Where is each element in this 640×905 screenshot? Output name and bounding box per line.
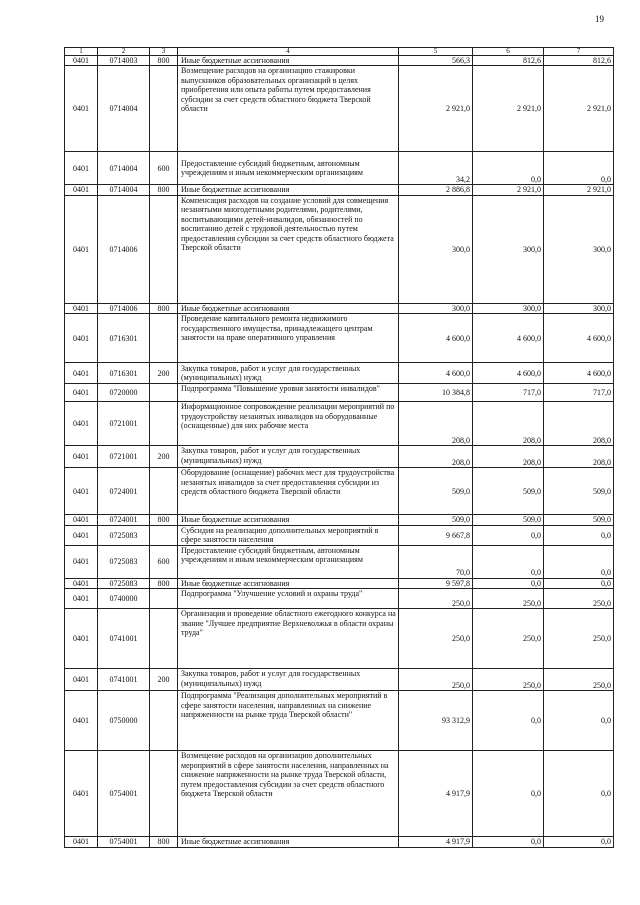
value-cell: 93 312,9	[399, 691, 473, 751]
expense-type-cell: 800	[150, 303, 178, 313]
expense-type-cell: 800	[150, 56, 178, 66]
value-cell: 4 600,0	[544, 314, 614, 363]
value-cell: 0,0	[544, 691, 614, 751]
value-cell: 250,0	[544, 589, 614, 609]
column-header: 1	[65, 48, 98, 56]
description-cell: Проведение капитального ремонта недвижимого государственного имущества, принадлежащего центрам занятости на праве оперативного управления	[178, 314, 399, 363]
value-cell: 717,0	[473, 384, 544, 402]
value-cell: 250,0	[473, 589, 544, 609]
table-row	[65, 363, 614, 384]
target-code-cell: 0714004	[98, 185, 150, 195]
description-cell: Оборудование (оснащение) рабочих мест для трудоустройства незанятых инвалидов за счет предоставления субсидии из средств областного бюджета Тверской области	[178, 468, 399, 515]
column-header: 3	[150, 48, 178, 56]
table-row	[65, 152, 614, 185]
table-row	[65, 66, 614, 152]
section-code-cell: 0401	[65, 303, 98, 313]
table-header-row	[65, 48, 614, 56]
value-cell: 0,0	[544, 545, 614, 578]
target-code-cell: 0714006	[98, 303, 150, 313]
target-code-cell: 0725083	[98, 578, 150, 588]
section-code-cell: 0401	[65, 589, 98, 609]
section-code-cell: 0401	[65, 468, 98, 515]
value-cell: 208,0	[473, 446, 544, 468]
section-code-cell: 0401	[65, 525, 98, 545]
value-cell: 812,6	[544, 56, 614, 66]
value-cell: 509,0	[544, 515, 614, 525]
target-code-cell: 0721001	[98, 402, 150, 446]
value-cell: 4 600,0	[544, 363, 614, 384]
expense-type-cell: 800	[150, 515, 178, 525]
expense-type-cell	[150, 609, 178, 669]
value-cell: 509,0	[544, 468, 614, 515]
expense-type-cell: 200	[150, 669, 178, 691]
target-code-cell: 0740000	[98, 589, 150, 609]
section-code-cell: 0401	[65, 152, 98, 185]
section-code-cell: 0401	[65, 402, 98, 446]
description-cell: Предоставление субсидий бюджетным, автономным учреждениям и иным некоммерческим организациям	[178, 152, 399, 185]
table-row	[65, 691, 614, 751]
value-cell: 2 921,0	[473, 185, 544, 195]
expense-type-cell: 800	[150, 837, 178, 847]
value-cell: 717,0	[544, 384, 614, 402]
section-code-cell: 0401	[65, 515, 98, 525]
target-code-cell: 0754001	[98, 751, 150, 837]
value-cell: 509,0	[473, 468, 544, 515]
value-cell: 509,0	[473, 515, 544, 525]
table-row	[65, 609, 614, 669]
value-cell: 2 921,0	[544, 185, 614, 195]
description-cell: Субсидия на реализацию дополнительных мероприятий в сфере занятости населения	[178, 525, 399, 545]
value-cell: 250,0	[544, 669, 614, 691]
value-cell: 300,0	[544, 195, 614, 303]
value-cell: 300,0	[473, 195, 544, 303]
expense-type-cell	[150, 384, 178, 402]
description-cell: Подпрограмма "Повышение уровня занятости инвалидов"	[178, 384, 399, 402]
value-cell: 2 921,0	[544, 66, 614, 152]
value-cell: 208,0	[399, 446, 473, 468]
description-cell: Иные бюджетные ассигнования	[178, 185, 399, 195]
section-code-cell: 0401	[65, 314, 98, 363]
value-cell: 0,0	[473, 545, 544, 578]
value-cell: 0,0	[544, 578, 614, 588]
expense-type-cell	[150, 468, 178, 515]
value-cell: 509,0	[399, 468, 473, 515]
value-cell: 34,2	[399, 152, 473, 185]
column-header: 7	[544, 48, 614, 56]
value-cell: 9 667,8	[399, 525, 473, 545]
section-code-cell: 0401	[65, 545, 98, 578]
expense-type-cell	[150, 525, 178, 545]
value-cell: 0,0	[473, 751, 544, 837]
target-code-cell: 0714003	[98, 56, 150, 66]
value-cell: 10 384,8	[399, 384, 473, 402]
value-cell: 300,0	[399, 195, 473, 303]
description-cell: Иные бюджетные ассигнования	[178, 578, 399, 588]
target-code-cell: 0725083	[98, 545, 150, 578]
table-row	[65, 303, 614, 313]
section-code-cell: 0401	[65, 669, 98, 691]
column-header: 2	[98, 48, 150, 56]
section-code-cell: 0401	[65, 384, 98, 402]
value-cell: 300,0	[544, 303, 614, 313]
value-cell: 4 917,9	[399, 837, 473, 847]
value-cell: 4 600,0	[399, 314, 473, 363]
expense-type-cell	[150, 589, 178, 609]
value-cell: 0,0	[473, 837, 544, 847]
table-row	[65, 384, 614, 402]
target-code-cell: 0714004	[98, 66, 150, 152]
column-header: 4	[178, 48, 399, 56]
value-cell: 509,0	[399, 515, 473, 525]
value-cell: 2 886,8	[399, 185, 473, 195]
description-cell: Иные бюджетные ассигнования	[178, 303, 399, 313]
value-cell: 208,0	[544, 402, 614, 446]
target-code-cell: 0725083	[98, 525, 150, 545]
description-cell: Возмещение расходов на организацию стажировки выпускников образовательных организаций в целях приобретения или опыта работы путем предоставления субсидии за счет средств областного бюджета Тверской области	[178, 66, 399, 152]
description-cell: Подпрограмма "Улучшение условий и охраны труда"	[178, 589, 399, 609]
table-row	[65, 525, 614, 545]
description-cell: Иные бюджетные ассигнования	[178, 837, 399, 847]
description-cell: Подпрограмма "Реализация дополнительных мероприятий в сфере занятости населения, направленных на снижение напряженности на рынке труда Тверской области"	[178, 691, 399, 751]
target-code-cell: 0721001	[98, 446, 150, 468]
value-cell: 566,3	[399, 56, 473, 66]
budget-table	[64, 47, 614, 848]
value-cell: 300,0	[399, 303, 473, 313]
target-code-cell: 0754001	[98, 837, 150, 847]
section-code-cell: 0401	[65, 56, 98, 66]
section-code-cell: 0401	[65, 363, 98, 384]
value-cell: 208,0	[473, 402, 544, 446]
expense-type-cell	[150, 314, 178, 363]
section-code-cell: 0401	[65, 195, 98, 303]
target-code-cell: 0741001	[98, 669, 150, 691]
expense-type-cell	[150, 195, 178, 303]
value-cell: 4 917,9	[399, 751, 473, 837]
expense-type-cell: 600	[150, 545, 178, 578]
table-row	[65, 751, 614, 837]
column-header: 5	[399, 48, 473, 56]
table-row	[65, 545, 614, 578]
section-code-cell: 0401	[65, 578, 98, 588]
table-row	[65, 669, 614, 691]
expense-type-cell: 200	[150, 363, 178, 384]
target-code-cell: 0716301	[98, 314, 150, 363]
target-code-cell: 0741001	[98, 609, 150, 669]
expense-type-cell	[150, 402, 178, 446]
description-cell: Возмещение расходов на организацию дополнительных мероприятий в сфере занятости населения, направленных на снижение напряженности на рынке труда Тверской области, путем предоставления субсидии за счет средств областного бюджета Тверской области	[178, 751, 399, 837]
description-cell: Информационное сопровождение реализации мероприятий по трудоустройству незанятых инвалидов на оборудованные (оснащенные) для них рабочие места	[178, 402, 399, 446]
column-header: 6	[473, 48, 544, 56]
value-cell: 208,0	[399, 402, 473, 446]
value-cell: 70,0	[399, 545, 473, 578]
table-row	[65, 185, 614, 195]
value-cell: 250,0	[473, 669, 544, 691]
expense-type-cell	[150, 751, 178, 837]
table-row	[65, 195, 614, 303]
section-code-cell: 0401	[65, 609, 98, 669]
description-cell: Компенсация расходов на создание условий для совмещения незанятыми многодетными родителями, родителями, воспитывающими детей-инвалидов, обязанностей по воспитанию детей с трудовой деятельностью путем предоставления субсидии за счет средств областного бюджета Тверской области	[178, 195, 399, 303]
value-cell: 4 600,0	[473, 314, 544, 363]
target-code-cell: 0724001	[98, 515, 150, 525]
value-cell: 0,0	[544, 525, 614, 545]
description-cell: Иные бюджетные ассигнования	[178, 515, 399, 525]
value-cell: 0,0	[473, 578, 544, 588]
description-cell: Закупка товаров, работ и услуг для государственных (муниципальных) нужд	[178, 446, 399, 468]
table-row	[65, 402, 614, 446]
section-code-cell: 0401	[65, 446, 98, 468]
expense-type-cell: 200	[150, 446, 178, 468]
description-cell: Организация и проведение областного ежегодного конкурса на звание "Лучшее предприятие Верхневолжья в области охраны труда"	[178, 609, 399, 669]
value-cell: 0,0	[473, 525, 544, 545]
table-row	[65, 56, 614, 66]
expense-type-cell	[150, 691, 178, 751]
table-row	[65, 468, 614, 515]
target-code-cell: 0714004	[98, 152, 150, 185]
expense-type-cell: 800	[150, 578, 178, 588]
value-cell: 0,0	[473, 691, 544, 751]
value-cell: 9 597,8	[399, 578, 473, 588]
value-cell: 250,0	[473, 609, 544, 669]
value-cell: 0,0	[544, 152, 614, 185]
target-code-cell: 0714006	[98, 195, 150, 303]
table-row	[65, 515, 614, 525]
target-code-cell: 0716301	[98, 363, 150, 384]
value-cell: 208,0	[544, 446, 614, 468]
description-cell: Предоставление субсидий бюджетным, автономным учреждениям и иным некоммерческим организациям	[178, 545, 399, 578]
value-cell: 250,0	[399, 589, 473, 609]
table-row	[65, 314, 614, 363]
value-cell: 2 921,0	[399, 66, 473, 152]
value-cell: 4 600,0	[399, 363, 473, 384]
target-code-cell: 0750000	[98, 691, 150, 751]
target-code-cell: 0724001	[98, 468, 150, 515]
table-row	[65, 446, 614, 468]
value-cell: 2 921,0	[473, 66, 544, 152]
value-cell: 0,0	[544, 751, 614, 837]
value-cell: 250,0	[399, 669, 473, 691]
description-cell: Закупка товаров, работ и услуг для государственных (муниципальных) нужд	[178, 669, 399, 691]
value-cell: 812,6	[473, 56, 544, 66]
section-code-cell: 0401	[65, 751, 98, 837]
value-cell: 4 600,0	[473, 363, 544, 384]
description-cell: Закупка товаров, работ и услуг для государственных (муниципальных) нужд	[178, 363, 399, 384]
value-cell: 0,0	[544, 837, 614, 847]
expense-type-cell: 800	[150, 185, 178, 195]
section-code-cell: 0401	[65, 185, 98, 195]
expense-type-cell: 600	[150, 152, 178, 185]
value-cell: 250,0	[544, 609, 614, 669]
value-cell: 250,0	[399, 609, 473, 669]
table-row	[65, 578, 614, 588]
section-code-cell: 0401	[65, 691, 98, 751]
value-cell: 0,0	[473, 152, 544, 185]
expense-type-cell	[150, 66, 178, 152]
section-code-cell: 0401	[65, 66, 98, 152]
value-cell: 300,0	[473, 303, 544, 313]
description-cell: Иные бюджетные ассигнования	[178, 56, 399, 66]
section-code-cell: 0401	[65, 837, 98, 847]
target-code-cell: 0720000	[98, 384, 150, 402]
table-row	[65, 589, 614, 609]
page-number: 19	[595, 14, 604, 24]
table-row	[65, 837, 614, 847]
